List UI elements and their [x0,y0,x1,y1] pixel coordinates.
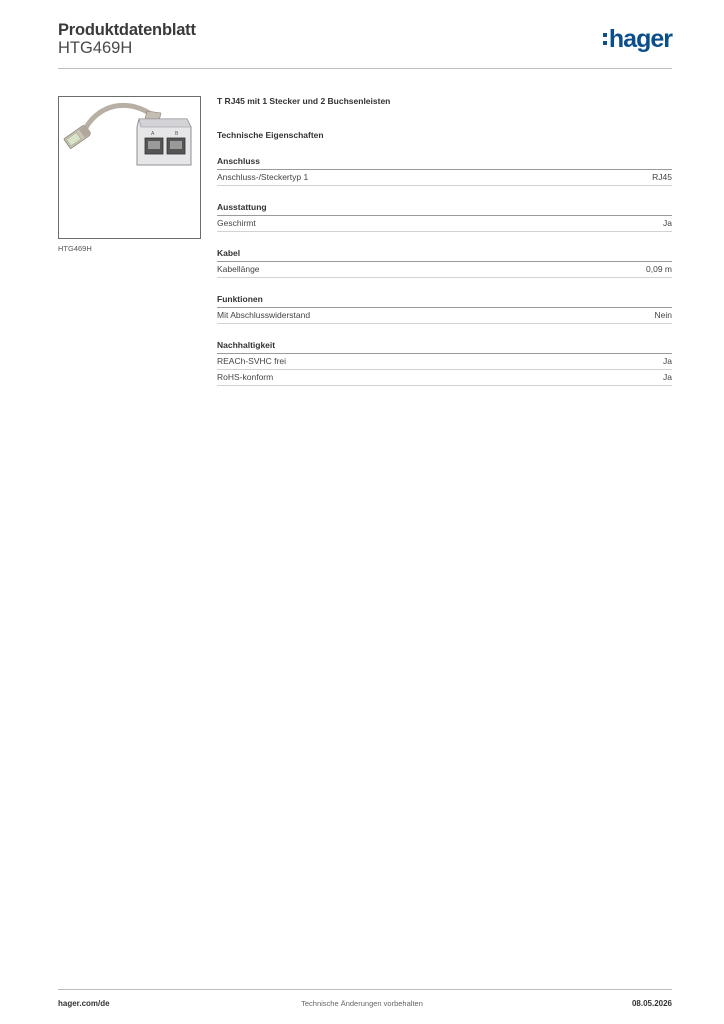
property-value: Nein [654,310,672,320]
footer-divider [58,989,672,990]
footer-disclaimer: Technische Änderungen vorbehalten [301,999,423,1008]
property-group-kabel [217,248,672,278]
group-heading: Nachhaltigkeit [217,340,672,354]
property-group-nachhaltigkeit [217,340,672,386]
property-value: RJ45 [652,172,672,182]
svg-text:A: A [151,131,155,137]
property-label: REACh-SVHC frei [217,356,286,366]
property-group-ausstattung [217,202,672,232]
property-group-anschluss [217,156,672,186]
footer-website-link[interactable]: hager.com/de [58,999,110,1008]
footer-date: 08.05.2026 [631,999,672,1008]
property-label: Geschirmt [217,218,256,228]
property-label: RoHS-konform [217,372,274,382]
property-label: Mit Abschlusswiderstand [217,310,311,320]
hager-logo[interactable] [603,26,672,53]
property-label: Anschluss-/Steckertyp 1 [217,172,309,182]
property-row [217,354,672,370]
page-title: Produktdatenblatt [58,21,196,39]
property-row [217,216,672,232]
property-value: Ja [663,218,672,228]
property-group-funktionen [217,294,672,324]
image-caption: HTG469H [58,244,92,253]
group-heading: Anschluss [217,156,672,170]
product-details [217,96,672,386]
property-label: Kabellänge [217,264,260,274]
svg-text:B: B [175,131,179,137]
property-value: Ja [663,372,672,382]
property-row [217,170,672,186]
property-value: Ja [663,356,672,366]
rj45-adapter-illustration [59,97,201,239]
group-heading: Kabel [217,248,672,262]
group-heading: Funktionen [217,294,672,308]
property-row [217,370,672,386]
property-row [217,308,672,324]
section-heading: Technische Eigenschaften [217,130,324,140]
product-title: T RJ45 mit 1 Stecker und 2 Buchsenleisten [217,96,391,106]
property-value: 0,09 m [646,264,672,274]
logo-wordmark: hager [608,25,672,53]
product-image [58,96,201,239]
logo-dots-icon [603,33,607,45]
property-row [217,262,672,278]
header-divider [58,68,672,69]
group-heading: Ausstattung [217,202,672,216]
product-code: HTG469H [58,39,133,57]
